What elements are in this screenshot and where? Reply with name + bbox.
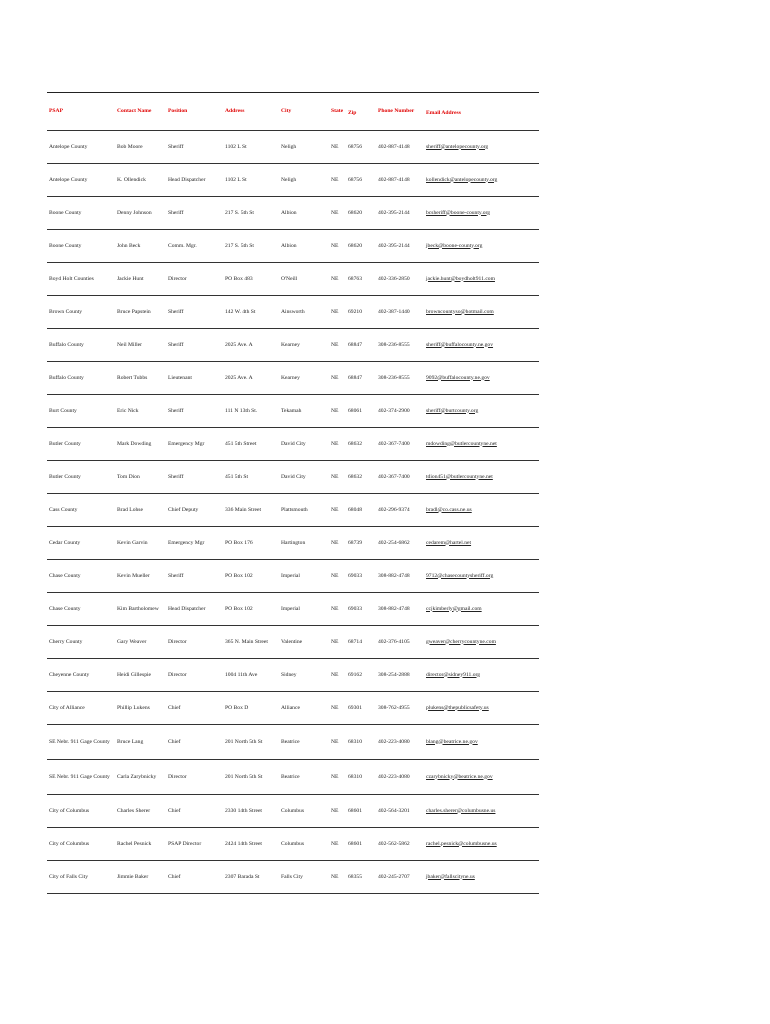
table-row: [47, 626, 539, 659]
email-link[interactable]: sheriff@antelopecounty.org: [424, 131, 539, 164]
state-cell: NE: [329, 362, 346, 395]
address-cell: 217 S. 5th St: [223, 197, 279, 230]
psap-cell: Burt County: [47, 395, 115, 428]
city-cell: Kearney: [279, 329, 329, 362]
zip-cell: 68847: [346, 329, 376, 362]
zip-cell: 68756: [346, 131, 376, 164]
contact-name-cell: Kevin Mueller: [115, 560, 166, 593]
state-cell: NE: [329, 692, 346, 725]
psap-cell: City of Alliance: [47, 692, 115, 725]
contact-sheet: [47, 92, 539, 894]
zip-cell: 69033: [346, 593, 376, 626]
email-link[interactable]: charles.sherer@columbusne.us: [424, 795, 539, 828]
state-cell: NE: [329, 131, 346, 164]
phone-cell: 402-395-2144: [376, 230, 424, 263]
email-link[interactable]: tdion451@butlercountyne.net: [424, 461, 539, 494]
phone-cell: 402-887-4148: [376, 164, 424, 197]
contact-name-cell: Bruce Lang: [115, 725, 166, 760]
email-link[interactable]: bradl@co.cass.ne.us: [424, 494, 539, 527]
address-cell: 217 S. 5th St: [223, 230, 279, 263]
zip-cell: 68847: [346, 362, 376, 395]
city-cell: Beatrice: [279, 725, 329, 760]
psap-cell: SE Nebr. 911 Gage County: [47, 760, 115, 795]
contact-name-cell: Jackie Hunt: [115, 263, 166, 296]
psap-cell: Buffalo County: [47, 362, 115, 395]
contact-name-cell: Mark Dowding: [115, 428, 166, 461]
address-cell: PO Box 483: [223, 263, 279, 296]
contact-name-cell: Bruce Papstein: [115, 296, 166, 329]
city-cell: Imperial: [279, 560, 329, 593]
state-cell: NE: [329, 164, 346, 197]
header-address: Address: [223, 93, 279, 131]
header-position: Position: [166, 93, 223, 131]
phone-cell: 402-562-5862: [376, 828, 424, 861]
email-link[interactable]: plukens@thepublicsafety.us: [424, 692, 539, 725]
address-cell: 2424 14th Street: [223, 828, 279, 861]
position-cell: Chief: [166, 861, 223, 894]
phone-cell: 402-245-2707: [376, 861, 424, 894]
table-row: [47, 164, 539, 197]
city-cell: David City: [279, 428, 329, 461]
phone-cell: 308-882-4748: [376, 560, 424, 593]
psap-cell: Butler County: [47, 428, 115, 461]
phone-cell: 308-236-8555: [376, 362, 424, 395]
contact-name-cell: Denny Johnson: [115, 197, 166, 230]
address-cell: PO Box 102: [223, 593, 279, 626]
position-cell: Comm. Mgr.: [166, 230, 223, 263]
position-cell: Sheriff: [166, 395, 223, 428]
zip-cell: 69033: [346, 560, 376, 593]
contact-name-cell: Charles Sherer: [115, 795, 166, 828]
zip-cell: 68601: [346, 828, 376, 861]
position-cell: Chief: [166, 795, 223, 828]
table-row: [47, 296, 539, 329]
address-cell: 201 North 5th St: [223, 725, 279, 760]
table-row: [47, 131, 539, 164]
table-row: [47, 760, 539, 795]
contact-name-cell: Rachel Pesnick: [115, 828, 166, 861]
state-cell: NE: [329, 494, 346, 527]
position-cell: Sheriff: [166, 131, 223, 164]
state-cell: NE: [329, 828, 346, 861]
email-link[interactable]: kollendick@antelopecounty.org: [424, 164, 539, 197]
state-cell: NE: [329, 795, 346, 828]
position-cell: Head Dispatcher: [166, 164, 223, 197]
address-cell: 1102 L St: [223, 131, 279, 164]
zip-cell: 69162: [346, 659, 376, 692]
city-cell: Sidney: [279, 659, 329, 692]
state-cell: NE: [329, 527, 346, 560]
position-cell: Sheriff: [166, 197, 223, 230]
psap-cell: Antelope County: [47, 164, 115, 197]
email-link[interactable]: director@sidney911.org: [424, 659, 539, 692]
contact-name-cell: Eric Nick: [115, 395, 166, 428]
position-cell: PSAP Director: [166, 828, 223, 861]
contact-name-cell: Gary Weaver: [115, 626, 166, 659]
address-cell: 336 Main Street: [223, 494, 279, 527]
psap-cell: Boone County: [47, 230, 115, 263]
zip-cell: 69210: [346, 296, 376, 329]
address-cell: 2330 14th Street: [223, 795, 279, 828]
phone-cell: 308-254-2888: [376, 659, 424, 692]
psap-cell: City of Falls City: [47, 861, 115, 894]
address-cell: 451 5th Street: [223, 428, 279, 461]
email-link[interactable]: gweaver@cherrycountyne.com: [424, 626, 539, 659]
psap-cell: Chase County: [47, 593, 115, 626]
email-link[interactable]: cedarem@hartel.net: [424, 527, 539, 560]
psap-cell: Chase County: [47, 560, 115, 593]
phone-cell: 308-762-4955: [376, 692, 424, 725]
table-row: [47, 659, 539, 692]
psap-cell: Cherry County: [47, 626, 115, 659]
state-cell: NE: [329, 861, 346, 894]
position-cell: Head Dispatcher: [166, 593, 223, 626]
city-cell: O'Neill: [279, 263, 329, 296]
zip-cell: 68061: [346, 395, 376, 428]
psap-cell: Cedar County: [47, 527, 115, 560]
position-cell: Director: [166, 659, 223, 692]
psap-cell: City of Columbus: [47, 828, 115, 861]
position-cell: Chief: [166, 692, 223, 725]
position-cell: Chief: [166, 725, 223, 760]
table-row: [47, 263, 539, 296]
email-link[interactable]: jbeck@boone-county.org: [424, 230, 539, 263]
email-link[interactable]: mdowding@butlercountyne.net: [424, 428, 539, 461]
position-cell: Sheriff: [166, 329, 223, 362]
header-phone: Phone Number: [376, 93, 424, 131]
phone-cell: 402-223-4080: [376, 725, 424, 760]
psap-cell: Cass County: [47, 494, 115, 527]
email-link[interactable]: jackie.hunt@boydholt911.com: [424, 263, 539, 296]
city-cell: Ainsworth: [279, 296, 329, 329]
email-link[interactable]: jbaker@fallscityne.us: [424, 861, 539, 894]
contact-name-cell: K. Ollendick: [115, 164, 166, 197]
contact-name-cell: Bob Moore: [115, 131, 166, 164]
state-cell: NE: [329, 659, 346, 692]
address-cell: 365 N. Main Street: [223, 626, 279, 659]
city-cell: Albion: [279, 230, 329, 263]
position-cell: Sheriff: [166, 296, 223, 329]
address-cell: 111 N 13th St.: [223, 395, 279, 428]
zip-cell: 68632: [346, 461, 376, 494]
contact-name-cell: Robert Tubbs: [115, 362, 166, 395]
address-cell: 2025 Ave. A: [223, 329, 279, 362]
psap-cell: Boyd Holt Counties: [47, 263, 115, 296]
state-cell: NE: [329, 329, 346, 362]
city-cell: Kearney: [279, 362, 329, 395]
contact-name-cell: Jimmie Baker: [115, 861, 166, 894]
city-cell: Neligh: [279, 131, 329, 164]
table-row: [47, 197, 539, 230]
zip-cell: 69301: [346, 692, 376, 725]
contact-name-cell: Heidi Gillespie: [115, 659, 166, 692]
psap-cell: Boone County: [47, 197, 115, 230]
header-psap: PSAP: [47, 93, 115, 131]
header-email: Email Address: [424, 93, 539, 131]
table-row: [47, 230, 539, 263]
table-row: [47, 329, 539, 362]
city-cell: Hartington: [279, 527, 329, 560]
position-cell: Lieutenant: [166, 362, 223, 395]
phone-cell: 402-395-2144: [376, 197, 424, 230]
psap-cell: City of Columbus: [47, 795, 115, 828]
phone-cell: 402-367-7400: [376, 461, 424, 494]
zip-cell: 68048: [346, 494, 376, 527]
email-link[interactable]: ccjkimberly@gmail.com: [424, 593, 539, 626]
table-row: [47, 692, 539, 725]
header-zip: Zip: [346, 93, 376, 131]
contact-name-cell: Tom Dion: [115, 461, 166, 494]
header-state: State: [329, 93, 346, 131]
table-row: [47, 494, 539, 527]
contact-name-cell: Neil Miller: [115, 329, 166, 362]
email-link[interactable]: sheriff@burtcounty.org: [424, 395, 539, 428]
zip-cell: 68620: [346, 197, 376, 230]
state-cell: NE: [329, 760, 346, 795]
state-cell: NE: [329, 461, 346, 494]
state-cell: NE: [329, 560, 346, 593]
address-cell: 2307 Barada St: [223, 861, 279, 894]
phone-cell: 402-564-3201: [376, 795, 424, 828]
city-cell: Plattsmouth: [279, 494, 329, 527]
position-cell: Sheriff: [166, 560, 223, 593]
table-row: [47, 461, 539, 494]
email-link[interactable]: czarybnicky@beatrice.ne.gov: [424, 760, 539, 795]
address-cell: 201 North 5th St: [223, 760, 279, 795]
zip-cell: 68714: [346, 626, 376, 659]
state-cell: NE: [329, 230, 346, 263]
phone-cell: 402-254-6862: [376, 527, 424, 560]
phone-cell: 308-882-4748: [376, 593, 424, 626]
psap-cell: Brown County: [47, 296, 115, 329]
state-cell: NE: [329, 263, 346, 296]
zip-cell: 68310: [346, 725, 376, 760]
position-cell: Chief Deputy: [166, 494, 223, 527]
email-link[interactable]: 9092@buffalocounty.ne.gov: [424, 362, 539, 395]
table-row: [47, 527, 539, 560]
state-cell: NE: [329, 197, 346, 230]
phone-cell: 402-374-2900: [376, 395, 424, 428]
position-cell: Director: [166, 760, 223, 795]
contact-name-cell: Carla Zarybnicky: [115, 760, 166, 795]
state-cell: NE: [329, 593, 346, 626]
phone-cell: 402-387-1440: [376, 296, 424, 329]
city-cell: Alliance: [279, 692, 329, 725]
position-cell: Director: [166, 626, 223, 659]
city-cell: Albion: [279, 197, 329, 230]
email-link[interactable]: blang@beatrice.ne.gov: [424, 725, 539, 760]
zip-cell: 68632: [346, 428, 376, 461]
city-cell: Tekamah: [279, 395, 329, 428]
table-row: [47, 362, 539, 395]
state-cell: NE: [329, 395, 346, 428]
email-link[interactable]: bcsheriff@boone-county.org: [424, 197, 539, 230]
header-contact-name: Contact Name: [115, 93, 166, 131]
state-cell: NE: [329, 725, 346, 760]
email-link[interactable]: rachel.pesnick@columbusne.us: [424, 828, 539, 861]
address-cell: 451 5th St: [223, 461, 279, 494]
psap-contact-table: [47, 92, 539, 894]
zip-cell: 68620: [346, 230, 376, 263]
city-cell: Columbus: [279, 828, 329, 861]
city-cell: Valentine: [279, 626, 329, 659]
address-cell: PO Box 102: [223, 560, 279, 593]
city-cell: Columbus: [279, 795, 329, 828]
table-row: [47, 593, 539, 626]
contact-name-cell: Kim Bartholomew: [115, 593, 166, 626]
city-cell: Falls City: [279, 861, 329, 894]
table-row: [47, 795, 539, 828]
phone-cell: 402-376-4105: [376, 626, 424, 659]
city-cell: Imperial: [279, 593, 329, 626]
state-cell: NE: [329, 626, 346, 659]
state-cell: NE: [329, 296, 346, 329]
zip-cell: 68601: [346, 795, 376, 828]
header-row: [47, 93, 539, 131]
phone-cell: 402-336-2850: [376, 263, 424, 296]
contact-name-cell: Kevin Garvin: [115, 527, 166, 560]
table-row: [47, 428, 539, 461]
psap-cell: Buffalo County: [47, 329, 115, 362]
position-cell: Emergency Mgr: [166, 428, 223, 461]
table-row: [47, 395, 539, 428]
city-cell: David City: [279, 461, 329, 494]
position-cell: Emergency Mgr: [166, 527, 223, 560]
header-city: City: [279, 93, 329, 131]
table-row: [47, 861, 539, 894]
psap-cell: Cheyenne County: [47, 659, 115, 692]
zip-cell: 68355: [346, 861, 376, 894]
email-link[interactable]: 9712@chasecountysheriff.org: [424, 560, 539, 593]
table-row: [47, 725, 539, 760]
zip-cell: 68310: [346, 760, 376, 795]
email-link[interactable]: sheriff@buffalocounty.ne.gov: [424, 329, 539, 362]
psap-cell: Antelope County: [47, 131, 115, 164]
phone-cell: 402-296-9374: [376, 494, 424, 527]
address-cell: PO Box D: [223, 692, 279, 725]
table-row: [47, 560, 539, 593]
city-cell: Beatrice: [279, 760, 329, 795]
city-cell: Neligh: [279, 164, 329, 197]
address-cell: 1004 11th Ave: [223, 659, 279, 692]
address-cell: 1102 L St: [223, 164, 279, 197]
zip-cell: 68763: [346, 263, 376, 296]
psap-cell: Butler County: [47, 461, 115, 494]
email-link[interactable]: browncountyso@hotmail.com: [424, 296, 539, 329]
address-cell: PO Box 176: [223, 527, 279, 560]
contact-name-cell: Brad Lohse: [115, 494, 166, 527]
contact-name-cell: John Beck: [115, 230, 166, 263]
phone-cell: 402-367-7400: [376, 428, 424, 461]
position-cell: Sheriff: [166, 461, 223, 494]
address-cell: 142 W. 4th St: [223, 296, 279, 329]
contact-name-cell: Phillip Lukens: [115, 692, 166, 725]
phone-cell: 402-887-4148: [376, 131, 424, 164]
table-row: [47, 828, 539, 861]
zip-cell: 68756: [346, 164, 376, 197]
address-cell: 2025 Ave. A: [223, 362, 279, 395]
state-cell: NE: [329, 428, 346, 461]
phone-cell: 402-223-4080: [376, 760, 424, 795]
phone-cell: 308-236-8555: [376, 329, 424, 362]
position-cell: Director: [166, 263, 223, 296]
psap-cell: SE Nebr. 911 Gage County: [47, 725, 115, 760]
zip-cell: 68739: [346, 527, 376, 560]
